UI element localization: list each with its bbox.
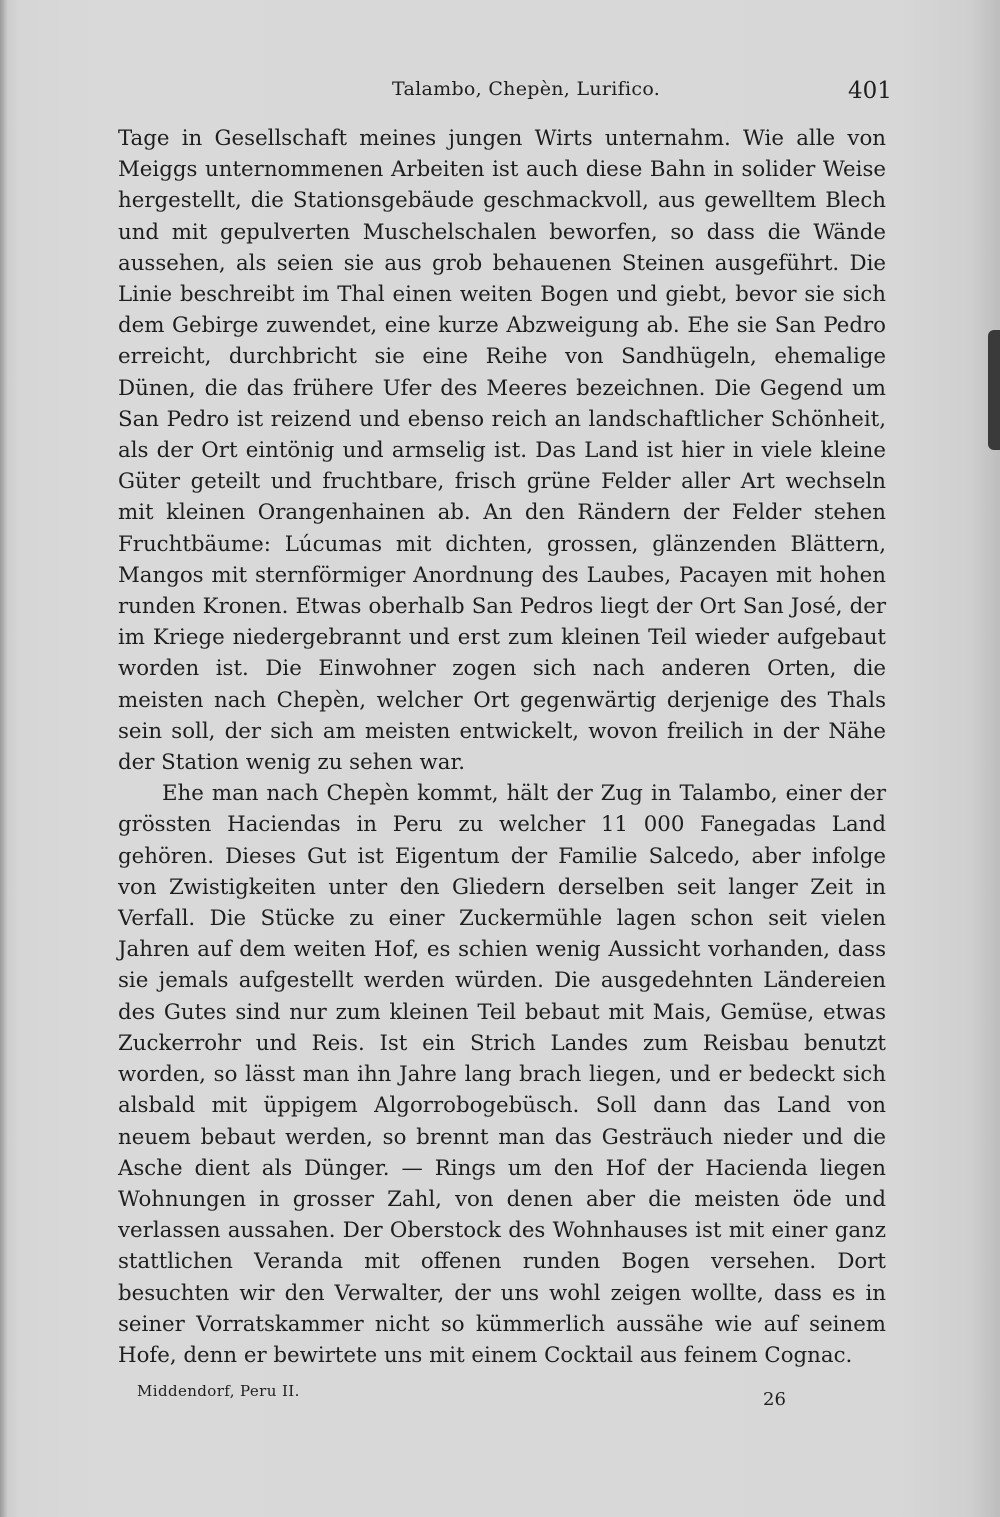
body-text bbox=[118, 123, 886, 1371]
page-gutter-shadow bbox=[0, 0, 8, 1517]
sheet-number: 26 bbox=[763, 1389, 786, 1410]
paragraph-continuation: Tage in Gesellschaft meines jungen Wirts unternahm. Wie alle von Meiggs unternommenen Arbeiten ist auch diese Bahn in solider Weise hergestellt, die Stationsgebäude geschmackvoll, aus gewelltem Blech und mit gepulverten Muschelschalen beworfen, so dass die Wände aussehen, als seien sie aus grob behauenen Steinen ausgeführt. Die Linie beschreibt im Thal einen weiten Bogen und giebt, bevor sie sich dem Gebirge zuwendet, eine kurze Abzweigung ab. Ehe sie San Pedro erreicht, durchbricht sie eine Reihe von Sandhügeln, ehemalige Dünen, die das frühere Ufer des Meeres bezeichnen. Die Gegend um San Pedro ist reizend und ebenso reich an landschaftlicher Schönheit, als der Ort eintönig und armselig ist. Das Land ist hier in viele kleine Güter geteilt und fruchtbare, frisch grüne Felder aller Art wechseln mit kleinen Orangenhainen ab. An den Rändern der Felder stehen Fruchtbäume: Lúcumas mit dichten, grossen, glänzenden Blättern, Mangos mit sternförmiger Anordnung des Laubes, Pacayen mit hohen runden Kronen. Etwas oberhalb San Pedros liegt der Ort San José, der im Kriege niedergebrannt und erst zum kleinen Teil wieder aufgebaut worden ist. Die Einwohner zogen sich nach anderen Orten, die meisten nach Chepèn, welcher Ort gegenwärtig derjenige des Thals sein soll, der sich am meisten entwickelt, wovon freilich in der Nähe der Station wenig zu sehen war. bbox=[118, 126, 886, 776]
page-edge-tab bbox=[988, 330, 1000, 450]
printer-signature: Middendorf, Peru II. bbox=[137, 1382, 300, 1400]
paragraph-talambo: Ehe man nach Chepèn kommt, hält der Zug in Talambo, einer der grössten Haciendas in Peru zu welcher 11 000 Fanegadas Land gehören. Dieses Gut ist Eigentum der Familie Salcedo, aber infolge von Zwistigkeiten unter den Gliedern derselben seit langer Zeit in Verfall. Die Stücke zu einer Zuckermühle lagen schon seit vielen Jahren auf dem weiten Hof, es schien wenig Aussicht vorhanden, dass sie jemals aufgestellt werden würden. Die ausgedehnten Ländereien des Gutes sind nur zum kleinen Teil bebaut mit Mais, Gemüse, etwas Zuckerrohr und Reis. Ist ein Strich Landes zum Reisbau benutzt worden, so lässt man ihn Jahre lang brach liegen, und er bedeckt sich alsbald mit üppigem Algorrobogebüsch. Soll dann das Land von neuem bebaut werden, so brennt man das Gesträuch nieder und die Asche dient als Dünger. — Rings um den Hof der Hacienda liegen Wohnungen in grosser Zahl, von denen aber die meisten öde und verlassen aussahen. Der Oberstock des Wohnhauses ist mit einer ganz stattlichen Veranda mit offenen runden Bogen versehen. Dort besuchten wir den Verwalter, der uns wohl zeigen wollte, dass es in seiner Vorratskammer nicht so kümmerlich aussähe wie auf seinem Hofe, denn er bewirtete uns mit einem Cocktail aus feinem Cognac. bbox=[118, 781, 886, 1368]
running-title: Talambo, Chepèn, Lurifico. bbox=[392, 78, 661, 100]
page-number: 401 bbox=[848, 78, 892, 104]
running-header bbox=[0, 72, 1000, 112]
